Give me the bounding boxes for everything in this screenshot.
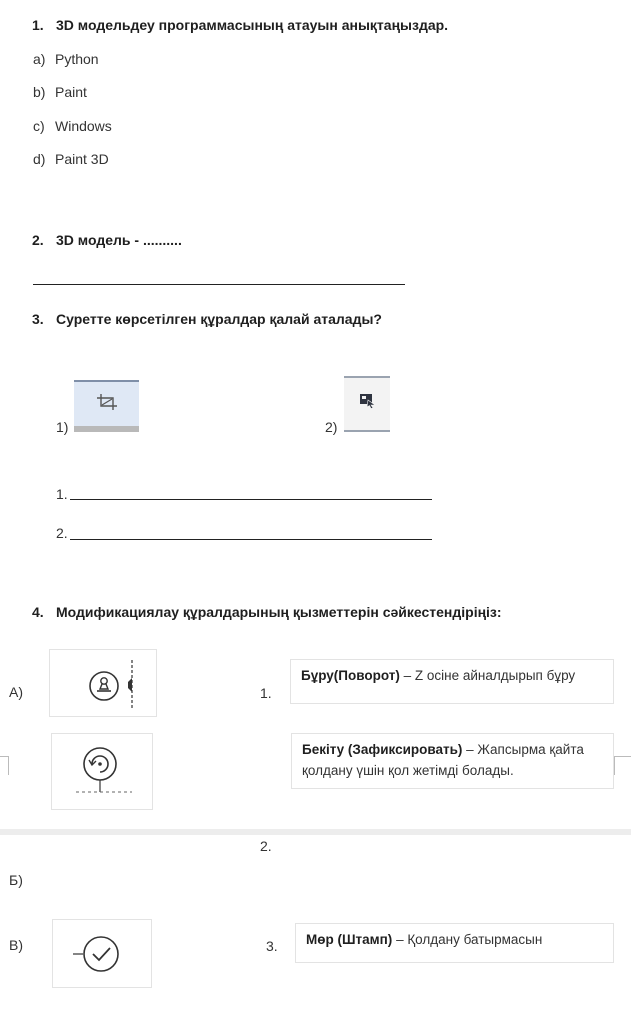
- desc-1-text: – Z осіне айналдырып бұру: [399, 668, 576, 683]
- q2-answer-line: [33, 284, 405, 285]
- desc-2-title: Бекіту (Зафиксировать): [302, 742, 463, 757]
- image-select-icon: [359, 393, 377, 409]
- question-1: 1. 3D модельдеу программасының атауын анықтаңыздар.: [32, 17, 449, 33]
- question-2-text: 3D модель - ..........: [56, 232, 182, 248]
- desc-1-title: Бұру(Поворот): [301, 668, 400, 683]
- answer-1-line: [70, 499, 432, 500]
- right-bracket-mark: [614, 756, 631, 775]
- stamp-icon: [78, 658, 156, 710]
- stamp-tool-card: [49, 649, 157, 717]
- right-number-2: 2.: [260, 838, 272, 854]
- question-3-text: Суретте көрсетілген құралдар қалай аталады?: [56, 311, 382, 327]
- question-2: 2. 3D модель - ..........: [32, 232, 182, 248]
- question-3: 3. Суретте көрсетілген құралдар қалай аталады?: [32, 311, 382, 327]
- answer-1-label: 1.: [56, 486, 68, 502]
- answer-2-line: [70, 539, 432, 540]
- tool-1-image: [74, 380, 139, 432]
- q1-option-c: c) Windows: [33, 118, 112, 134]
- question-4: 4. Модификациялау құралдарының қызметтерін сәйкестендіріңіз:: [32, 604, 502, 620]
- desc-3-title: Мөр (Штамп): [306, 932, 393, 947]
- tool-2-image: [344, 376, 390, 432]
- desc-2-text: – Жапсырма қайта қолдану үшін қол жетімді болады.: [302, 742, 584, 778]
- right-number-3: 3.: [266, 938, 278, 954]
- q1-option-b: b) Paint: [33, 84, 87, 100]
- answer-2-label: 2.: [56, 525, 68, 541]
- desc-card-1: [290, 659, 614, 704]
- left-bracket-mark: [0, 756, 9, 775]
- q1-option-a: a) Python: [33, 51, 99, 67]
- crop-icon: [96, 393, 118, 411]
- q1-option-d: d) Paint 3D: [33, 151, 109, 167]
- desc-card-3: [295, 923, 614, 963]
- left-label-a: А): [9, 684, 23, 700]
- right-number-1: 1.: [260, 685, 272, 701]
- question-4-text: Модификациялау құралдарының қызметтерін сәйкестендіріңіз:: [56, 604, 502, 620]
- left-label-b: Б): [9, 872, 23, 888]
- check-tool-card: [52, 919, 152, 988]
- desc-3-text: – Қолдану батырмасын: [392, 932, 543, 947]
- desc-card-2: [291, 733, 614, 789]
- rotate-tool-card: [51, 733, 153, 810]
- tool-2-label: 2): [325, 419, 338, 435]
- left-label-c: В): [9, 937, 23, 953]
- check-circle-icon: [71, 934, 123, 974]
- question-1-text: 3D модельдеу программасының атауын анықтаңыздар.: [56, 17, 449, 33]
- rotate-icon: [74, 742, 134, 798]
- page-divider: [0, 829, 631, 835]
- tool-1-label: 1): [56, 419, 69, 435]
